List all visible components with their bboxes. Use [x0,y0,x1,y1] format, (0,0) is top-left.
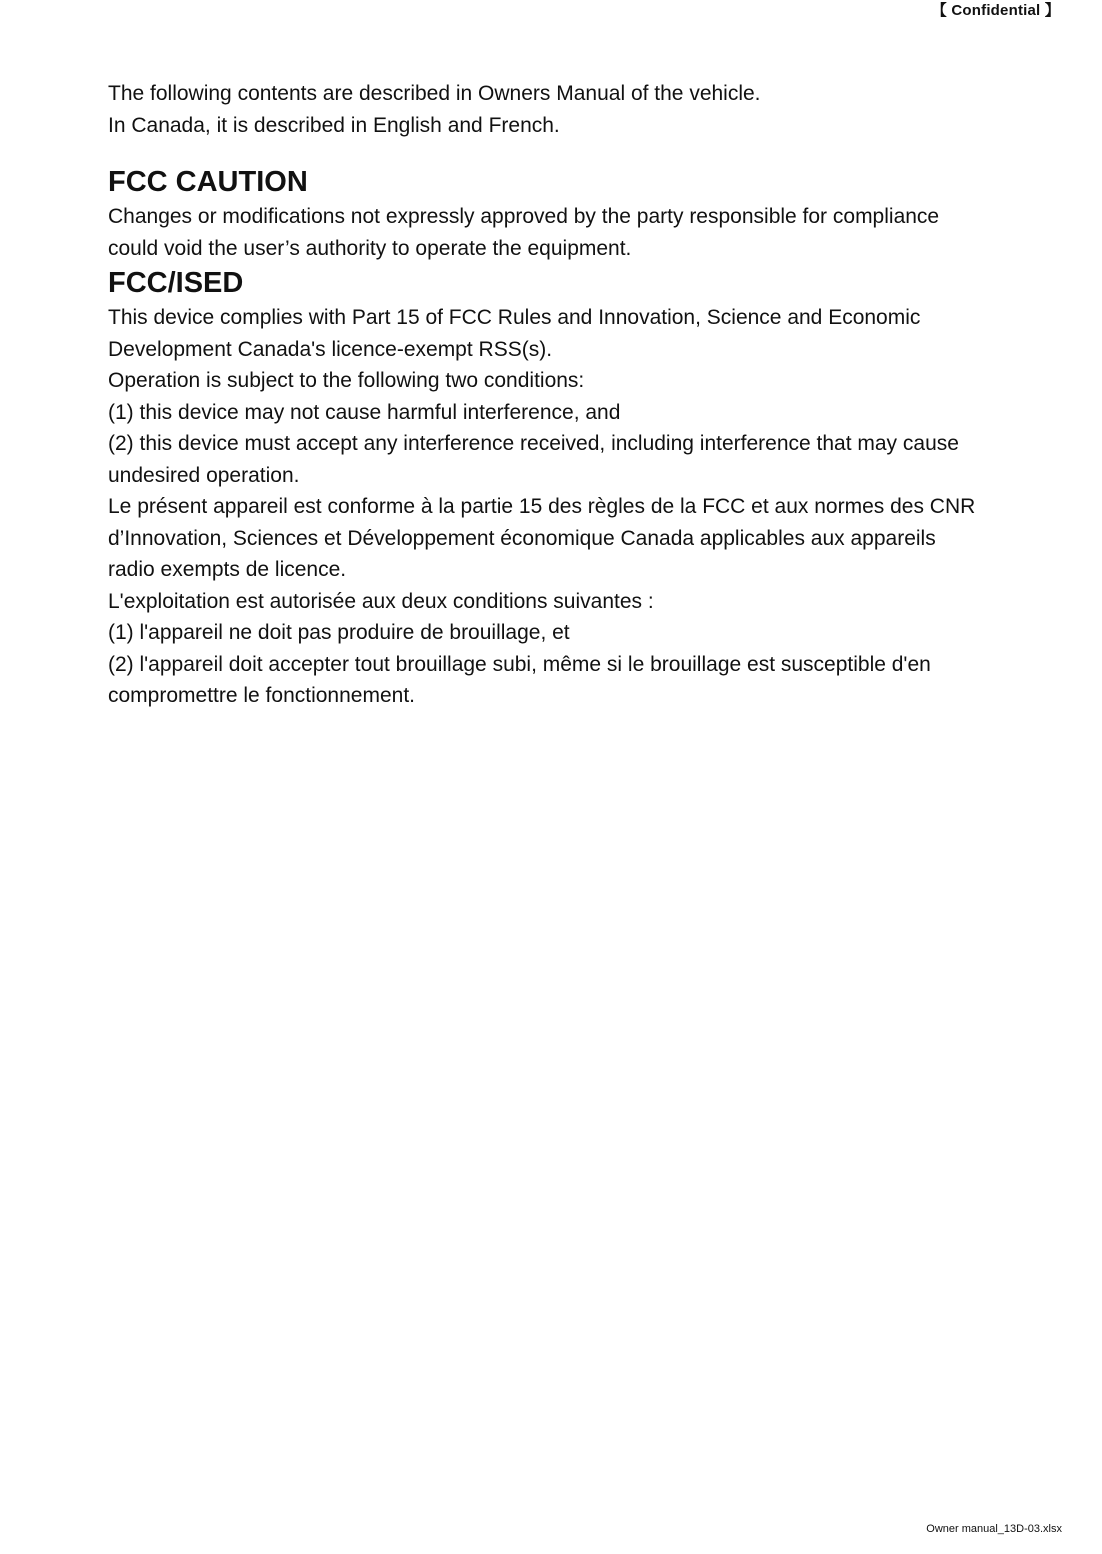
fcc-ised-line: (2) l'appareil doit accepter tout brouillage subi, même si le brouillage est susceptible d'en [108,652,931,676]
fcc-ised-line: (1) l'appareil ne doit pas produire de brouillage, et [108,621,570,644]
intro-line: The following contents are described in Owners Manual of the vehicle. [108,82,761,105]
intro-line: In Canada, it is described in English and French. [108,113,560,137]
fcc-caution-heading: FCC CAUTION [108,166,308,198]
fcc-caution-line: could void the user’s authority to operate the equipment. [108,236,632,260]
fcc-ised-line: undesired operation. [108,463,300,487]
fcc-ised-line: Development Canada's licence-exempt RSS(s). [108,337,553,361]
fcc-ised-line: L'exploitation est autorisée aux deux conditions suivantes : [108,589,654,613]
spacer [108,141,1102,163]
fcc-ised-line: d’Innovation, Sciences et Développement économique Canada applicables aux appareils [108,526,936,550]
fcc-ised-heading: FCC/ISED [108,267,244,299]
fcc-ised-line: (2) this device must accept any interference received, including interference that may cause [108,432,959,455]
fcc-ised-line: Operation is subject to the following two conditions: [108,369,585,392]
footer-filename: Owner manual_13D-03.xlsx [926,1523,1062,1535]
fcc-caution-line: Changes or modifications not expressly approved by the party responsible for compliance [108,205,940,228]
confidential-label: 【 Confidential 】 [931,2,1060,19]
fcc-ised-line: radio exempts de licence. [108,558,347,581]
fcc-ised-line: Le présent appareil est conforme à la partie 15 des règles de la FCC et aux normes des CNR [108,495,976,518]
fcc-ised-line: This device complies with Part 15 of FCC Rules and Innovation, Science and Economic [108,306,921,329]
document-body [108,78,1102,712]
fcc-ised-line: compromettre le fonctionnement. [108,684,415,707]
fcc-ised-line: (1) this device may not cause harmful interference, and [108,400,621,424]
